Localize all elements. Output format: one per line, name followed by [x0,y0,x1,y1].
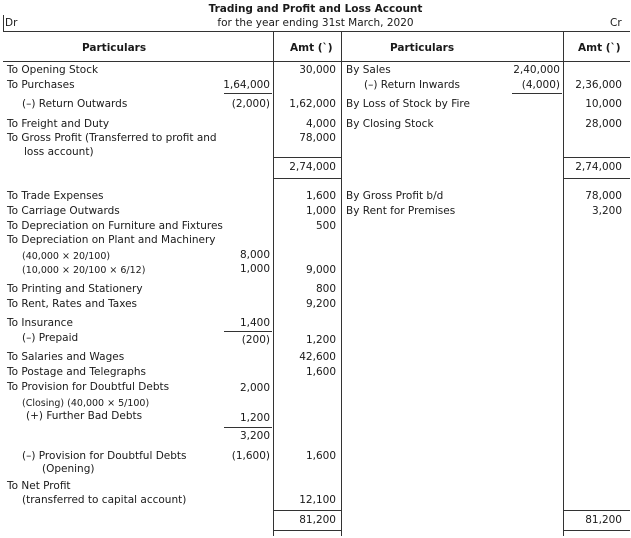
return-outwards-label: (–) Return Outwards [22,98,128,110]
provision-closing-label: (Closing) (40,000 × 5/100) [22,398,150,409]
opening-stock-amt: 30,000 [299,64,336,76]
return-outwards-sub: (2,000) [231,98,270,110]
insurance-label: To Insurance [7,317,73,329]
carriage-outwards-label: To Carriage Outwards [7,205,120,217]
pl-total-left: 81,200 [299,514,336,526]
net-profit-amt: 12,100 [299,494,336,506]
salaries-amt: 42,600 [299,351,336,363]
center-divider [341,31,342,536]
return-inwards-sub: (4,000) [521,79,560,91]
trade-expenses-label: To Trade Expenses [7,190,104,202]
further-bad-debts-label: (+) Further Bad Debts [26,410,143,422]
loss-by-fire-label: By Loss of Stock by Fire [346,98,470,110]
postage-amt: 1,600 [305,366,336,378]
dep-furniture-amt: 500 [315,220,336,232]
gross-profit-amt: 78,000 [299,132,336,144]
header-top-rule [3,31,630,32]
debit-label: Dr [5,17,18,29]
trading-total-right: 2,74,000 [575,161,622,173]
purchases-sub: 1,64,000 [223,79,270,91]
postage-label: To Postage and Telegraphs [7,366,147,378]
insurance-sub: 1,400 [239,317,270,329]
sales-label: By Sales [346,64,391,76]
provision-subtotal: 3,200 [239,430,270,442]
further-bad-debts-sub: 1,200 [239,412,270,424]
left-amt-header: Amt (`) [290,42,333,54]
gross-profit-bd-amt: 78,000 [585,190,622,202]
gross-profit-label: To Gross Profit (Transferred to profit and [7,132,217,144]
dep-plant-calc2-sub: 1,000 [239,263,270,275]
left-particulars-header: Particulars [82,42,147,54]
printing-label: To Printing and Stationery [7,283,143,295]
loss-by-fire-amt: 10,000 [585,98,622,110]
net-profit-label-2: (transferred to capital account) [22,494,187,506]
opening-stock-label: To Opening Stock [7,64,99,76]
header-bottom-rule [3,61,630,62]
insurance-amt: 1,200 [305,334,336,346]
gross-profit-bd-label: By Gross Profit b/d [346,190,444,202]
rent-rates-label: To Rent, Rates and Taxes [7,298,138,310]
account-subtitle: for the year ending 31st March, 2020 [217,17,414,29]
right-divider [563,31,564,536]
trade-expenses-amt: 1,600 [305,190,336,202]
net-purchases-amt: 1,62,000 [289,98,336,110]
net-provision-amt: 1,600 [305,450,336,462]
rent-premises-label: By Rent for Premises [346,205,456,217]
rent-premises-amt: 3,200 [591,205,622,217]
prepaid-label: (–) Prepaid [22,332,79,344]
printing-amt: 800 [315,283,336,295]
salaries-label: To Salaries and Wages [7,351,125,363]
dep-plant-calc2: (10,000 × 20/100 × 6/12) [22,265,146,276]
dep-furniture-label: To Depreciation on Furniture and Fixtures [7,220,223,232]
less-provision-sub: (1,600) [231,450,270,462]
closing-stock-amt: 28,000 [585,118,622,130]
provision-label: To Provision for Doubtful Debts [7,381,170,393]
dep-plant-label: To Depreciation on Plant and Machinery [7,234,216,246]
pl-total-right: 81,200 [585,514,622,526]
dep-plant-amt: 9,000 [305,264,336,276]
gross-profit-label-2: loss account) [24,146,94,158]
dep-plant-calc1: (40,000 × 20/100) [22,251,111,262]
rent-rates-amt: 9,200 [305,298,336,310]
right-particulars-header: Particulars [390,42,455,54]
net-profit-label: To Net Profit [7,480,71,492]
freight-label: To Freight and Duty [7,118,110,130]
carriage-outwards-amt: 1,000 [305,205,336,217]
closing-stock-label: By Closing Stock [346,118,434,130]
account-title: Trading and Profit and Loss Account [208,3,423,15]
freight-amt: 4,000 [305,118,336,130]
trading-total-left: 2,74,000 [289,161,336,173]
credit-label: Cr [610,17,622,29]
left-divider [273,31,274,536]
dep-plant-calc1-sub: 8,000 [239,249,270,261]
right-amt-header: Amt (`) [578,42,621,54]
return-inwards-label: (–) Return Inwards [364,79,461,91]
less-provision-label-2: (Opening) [42,463,95,475]
purchases-label: To Purchases [7,79,75,91]
sales-sub: 2,40,000 [513,64,560,76]
less-provision-label: (–) Provision for Doubtful Debts [22,450,187,462]
provision-sub: 2,000 [239,382,270,394]
prepaid-sub: (200) [241,334,270,346]
net-sales-amt: 2,36,000 [575,79,622,91]
